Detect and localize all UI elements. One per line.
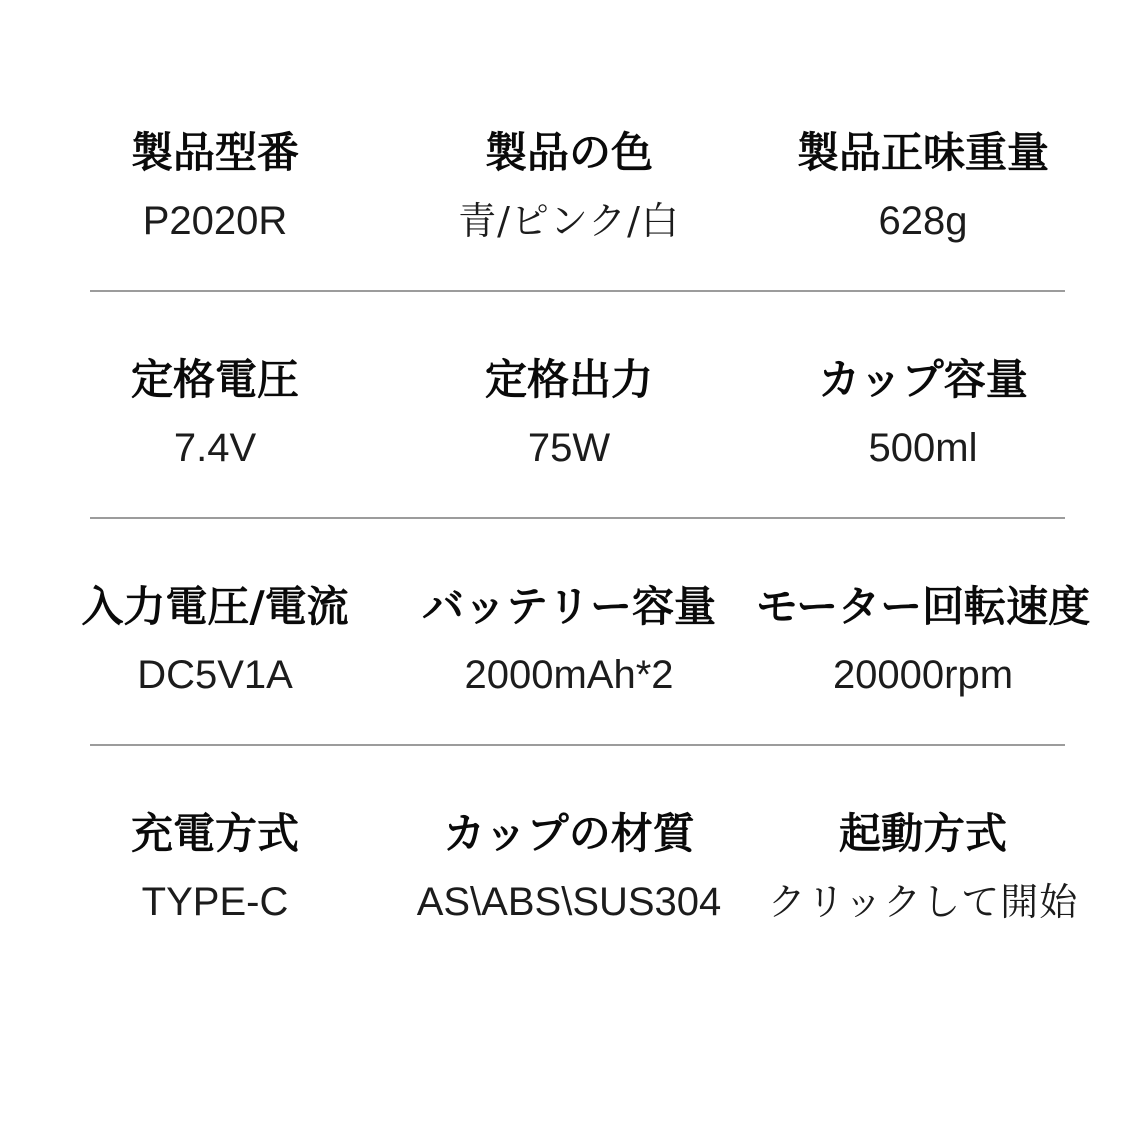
spec-label: 定格電圧: [130, 355, 299, 404]
spec-cell-start-method: [746, 806, 1100, 926]
spec-value: P2020R: [142, 199, 288, 243]
spec-cell-cup-material: [392, 806, 746, 926]
spec-row-2: [38, 292, 1100, 517]
spec-label: 製品正味重量: [796, 128, 1049, 177]
spec-cell-battery-capacity: [392, 579, 746, 699]
spec-cell-net-weight: [746, 125, 1100, 245]
spec-label: 製品型番: [130, 128, 299, 177]
spec-label: 起動方式: [838, 809, 1007, 858]
spec-value: 75W: [527, 426, 611, 470]
spec-cell-rated-output: [392, 352, 746, 472]
spec-cell-cup-capacity: [746, 352, 1100, 472]
spec-value: DC5V1A: [137, 653, 293, 697]
spec-label: 充電方式: [130, 809, 299, 858]
spec-label: 定格出力: [484, 355, 653, 404]
spec-row-4: [38, 746, 1100, 971]
spec-value: TYPE-C: [141, 880, 289, 924]
spec-cell-motor-speed: [746, 579, 1100, 699]
spec-value: 7.4V: [173, 426, 257, 470]
spec-cell-rated-voltage: [38, 352, 392, 472]
spec-label: カップの材質: [443, 809, 695, 858]
spec-value: 628g: [878, 199, 968, 243]
spec-cell-model-number: [38, 125, 392, 245]
spec-value: 青/ピンク/白: [458, 199, 680, 243]
spec-cell-charging-method: [38, 806, 392, 926]
spec-value: クリックして開始: [767, 880, 1079, 924]
spec-cell-input-voltage-current: [38, 579, 392, 699]
spec-row-1: [38, 0, 1100, 290]
spec-label: 入力電圧/電流: [81, 582, 349, 631]
spec-value: AS\ABS\SUS304: [416, 880, 722, 924]
spec-label: 製品の色: [484, 128, 653, 177]
spec-value: 2000mAh*2: [464, 653, 674, 697]
spec-value: 500ml: [868, 426, 978, 470]
spec-cell-product-color: [392, 125, 746, 245]
spec-label: バッテリー容量: [421, 582, 716, 631]
spec-row-3: [38, 519, 1100, 744]
spec-label: カップ容量: [818, 355, 1028, 404]
spec-value: 20000rpm: [832, 653, 1014, 697]
spec-label: モーター回転速度: [755, 582, 1091, 631]
